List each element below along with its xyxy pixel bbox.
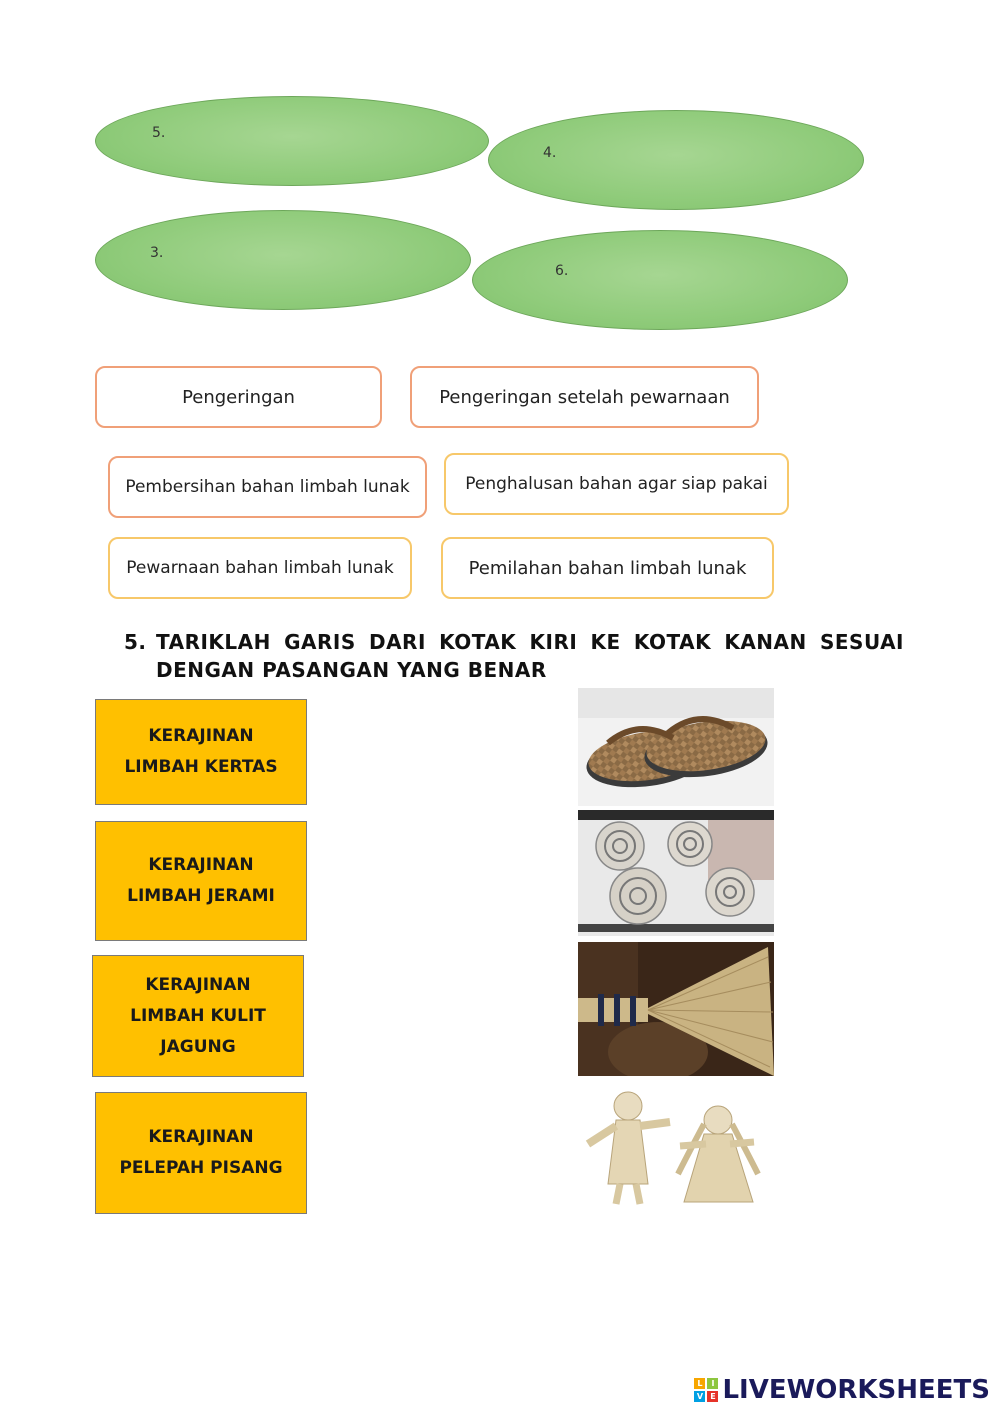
answer-oval-4[interactable] [488,110,864,210]
corn-husk-dolls-image [578,1084,774,1212]
option-pengeringan[interactable]: Pengeringan [95,366,382,428]
option-pembersihan[interactable]: Pembersihan bahan limbah lunak [108,456,427,518]
card-limbah-jerami[interactable]: KERAJINAN LIMBAH JERAMI [95,821,307,941]
liveworksheets-logo-icon: L I V E [694,1378,718,1402]
oval-label: 4. [543,145,557,161]
question-5 [124,628,904,684]
answer-oval-5[interactable] [95,96,489,186]
answer-oval-6[interactable] [472,230,848,330]
oval-label: 6. [555,263,569,279]
card-limbah-kulit-jagung[interactable]: KERAJINAN LIMBAH KULIT JAGUNG [92,955,304,1077]
straw-broom-photo[interactable] [578,942,774,1076]
corn-husk-dolls-photo[interactable] [578,1084,774,1212]
footer-brand-text: LIVEWORKSHEETS [722,1375,990,1405]
card-pelepah-pisang[interactable]: KERAJINAN PELEPAH PISANG [95,1092,307,1214]
option-pemilahan[interactable]: Pemilahan bahan limbah lunak [441,537,774,599]
card-limbah-kertas[interactable]: KERAJINAN LIMBAH KERTAS [95,699,307,805]
paper-roses-image [578,810,774,936]
straw-broom-image [578,942,774,1076]
footer-brand [694,1375,990,1405]
paper-roses-photo[interactable] [578,810,774,936]
option-penghalusan[interactable]: Penghalusan bahan agar siap pakai [444,453,789,515]
oval-label: 5. [152,125,166,141]
option-pengeringan-setelah-pewarnaan[interactable]: Pengeringan setelah pewarnaan [410,366,759,428]
woven-sandals-image [578,688,774,806]
sandals-photo[interactable] [578,688,774,806]
question-number: 5. [124,630,147,654]
oval-label: 3. [150,245,164,261]
question-text: TARIKLAH GARIS DARI KOTAK KIRI KE KOTAK KANAN SESUAI DENGAN PASANGAN YANG BENAR [156,630,904,682]
answer-oval-3[interactable] [95,210,471,310]
option-pewarnaan[interactable]: Pewarnaan bahan limbah lunak [108,537,412,599]
